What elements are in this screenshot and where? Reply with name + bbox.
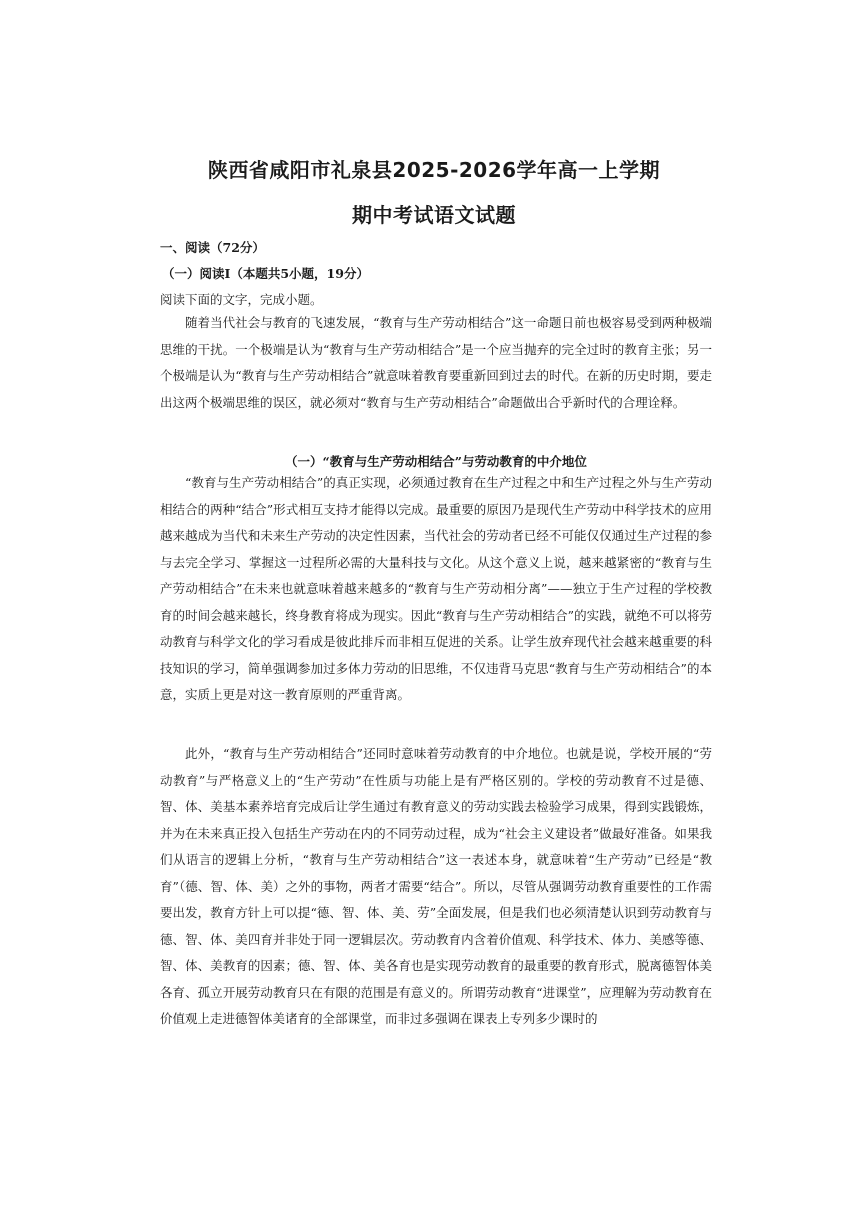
passage-intro xyxy=(160,310,712,416)
passage-body-2 xyxy=(160,741,712,1033)
paragraph-1: 随着当代社会与教育的飞速发展，“教育与生产劳动相结合”这一命题日前也极容易受到两种极端思维的干扰。一个极端是认为“教育与生产劳动相结合”是一个应当抛弃的完全过时的教育主张；另一个极端是认为“教育与生产劳动相结合”就意味着教育要重新回到过去的时代。在新的历史时期，要走出这两个极端思维的误区，就必须对“教育与生产劳动相结合”命题做出合乎新时代的合理诠释。 xyxy=(160,315,712,410)
passage-body-1 xyxy=(160,470,712,709)
section-heading: 一、阅读（72分） xyxy=(160,240,265,255)
sub-section-heading: （一）阅读Ⅰ（本题共5小题，19分） xyxy=(162,266,369,281)
reading-instruction: 阅读下面的文字，完成小题。 xyxy=(160,292,323,307)
paragraph-2: “教育与生产劳动相结合”的真正实现，必须通过教育在生产过程之中和生产过程之外与生产劳动相结合的两种“结合”形式相互支持才能得以完成。最重要的原因乃是现代生产劳动中科学技术的应用越来越成为当代和未来生产劳动的决定性因素，当代社会的劳动者已经不可能仅仅通过生产过程的参与去完全学习、掌握这一过程所必需的大量科技与文化。从这个意义上说，越来越紧密的“教育与生产劳动相结合”在未来也就意味着越来越多的“教育与生产劳动相分离”——独立于生产过程的学校教育的时间会越来越长，终身教育将成为现实。因此“教育与生产劳动相结合”的实践，就绝不可以将劳动教育与科学文化的学习看成是彼此排斥而非相互促进的关系。让学生放弃现代社会越来越重要的科技知识的学习，简单强调参加过多体力劳动的旧思维，不仅违背马克思“教育与生产劳动相结合”的本意，实质上更是对这一教育原则的严重背离。 xyxy=(160,475,712,702)
paragraph-3: 此外，“教育与生产劳动相结合”还同时意味着劳动教育的中介地位。也就是说，学校开展的“劳动教育”与严格意义上的“生产劳动”在性质与功能上是有严格区别的。学校的劳动教育不过是德、智、体、美基本素养培育完成后让学生通过有教育意义的劳动实践去检验学习成果，得到实践锻炼，并为在未来真正投入包括生产劳动在内的不同劳动过程，成为“社会主义建设者”做最好准备。如果我们从语言的逻辑上分析，“教育与生产劳动相结合”这一表述本身，就意味着“生产劳动”已经是“教育”（德、智、体、美）之外的事物，两者才需要“结合”。所以，尽管从强调劳动教育重要性的工作需要出发，教育方针上可以提“德、智、体、美、劳”全面发展，但是我们也必须清楚认识到劳动教育与德、智、体、美四育并非处于同一逻辑层次。劳动教育内含着价值观、科学技术、体力、美感等德、智、体、美教育的因素；德、智、体、美各育也是实现劳动教育的最重要的教育形式，脱离德智体美各育、孤立开展劳动教育只在有限的范围是有意义的。所谓劳动教育“进课堂”，应理解为劳动教育在价值观上走进德智体美诸育的全部课堂，而非过多强调在课表上专列多少课时的 xyxy=(160,746,712,1026)
article-subheading: （一）“教育与生产劳动相结合”与劳动教育的中介地位 xyxy=(285,454,587,469)
document-title-line-1: 陕西省咸阳市礼泉县2025-2026学年高一上学期 xyxy=(207,158,661,182)
document-title-line-2: 期中考试语文试题 xyxy=(352,203,516,227)
